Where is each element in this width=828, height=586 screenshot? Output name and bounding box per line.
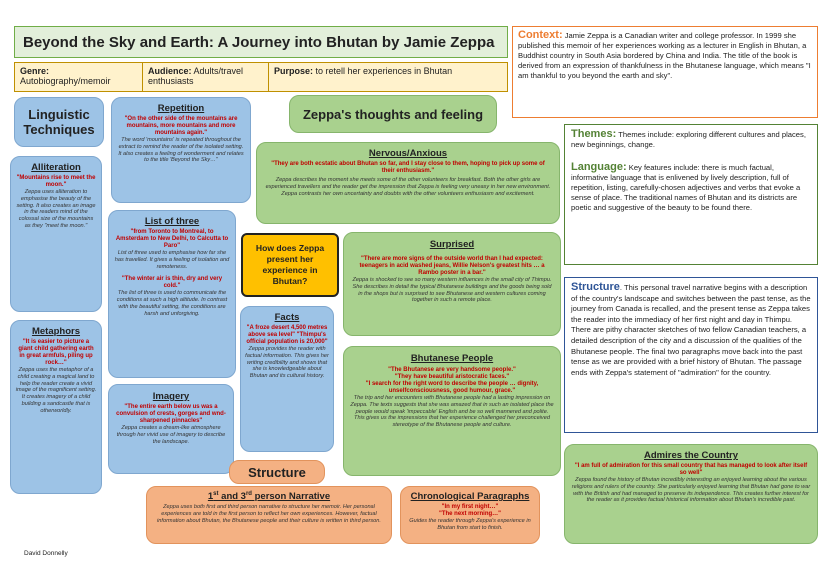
narrative-sup-a: st xyxy=(213,491,219,497)
narrative-title-b: and 3 xyxy=(218,491,246,503)
admires-quote: "I am full of admiration for this small country that has managed to look after itself so well" xyxy=(574,463,808,476)
alliteration-title: Alliteration xyxy=(31,162,81,173)
admires-title: Admires the Country xyxy=(644,450,738,461)
question-box xyxy=(241,233,339,297)
audience-cell xyxy=(143,63,269,91)
repetition-title: Repetition xyxy=(157,103,205,114)
chrono-title: Chronological Paragraphs xyxy=(410,491,530,502)
metaphors-box xyxy=(10,320,102,494)
alliteration-quote: "Mountains rise to meet the moon." xyxy=(16,175,96,188)
author-name: David Donnelly xyxy=(24,550,68,557)
narrative-title-c: person Narrative xyxy=(251,491,331,503)
facts-quote: "A froze desert 4,500 metres above sea level" "Thimpu's official population is 20,000" xyxy=(246,325,328,345)
chrono-quote-1: "In my first night…" xyxy=(441,504,499,510)
bhutanese-quote-2: "They have beautiful aristocratic faces." xyxy=(394,374,510,380)
surprised-explanation: Zeppa is shocked to see so many western influences in the small city of Thimpu. She describes in detail the typical Bhutanese buildings and the goods being sold in the shops but is surprised to see Bhutanese and western cultures coming together in such a remote place. xyxy=(352,277,552,304)
structure-label: Structure xyxy=(571,281,620,293)
themes-block xyxy=(571,129,811,150)
imagery-title: Imagery xyxy=(152,391,190,402)
list-of-three-title: List of three xyxy=(144,216,200,227)
context-text: Jamie Zeppa is a Canadian writer and college professor. In 1999 she published this memoir of her experiences working as a lecturer in English in Bhutan, a Buddhist country in South Asia bordered by China and India. The title of the book is derived from an expression of thankfulness in the Bhutanese language, which means "I am thankful to you beyond the earth and sky". xyxy=(518,31,811,80)
surprised-title: Surprised xyxy=(429,239,475,250)
metaphors-title: Metaphors xyxy=(31,326,81,337)
structure-heading-text: Structure xyxy=(248,464,306,480)
facts-box xyxy=(240,306,334,452)
admires-explanation: Zeppa found the history of Bhutan incredibly interesting an enjoyed learning about the various religions and rulers of the country. She particularly enjoyed learning that Bhutan had gone to war with the British and had managed to preserve its independence. This creates further interest for the reader as it provides factual historical information about Bhutan's incredible past. xyxy=(571,477,811,504)
chrono-explanation: Guides the reader through Zeppa's experience in Bhutan from start to finish. xyxy=(409,518,531,531)
nervous-box xyxy=(256,142,560,224)
audience-label: Audience: xyxy=(148,66,192,76)
bhutanese-people-title: Bhutanese People xyxy=(410,353,494,364)
alliteration-explanation: Zeppa uses alliteration to emphasise the beauty of the setting. It also creates an image in the readers mind of the colossal size of the mountains as they "meet the moon." xyxy=(16,189,96,229)
narrative-title xyxy=(155,491,383,502)
facts-explanation: Zeppa provides the reader with factual information. This gives her writing credibility and shows that she is knowledgeable about Bhutan and its cultural history. xyxy=(245,346,329,380)
genre-value: Autobiography/memoir xyxy=(20,76,111,86)
language-text: Key features include: there is much factual, informative language that is enlivened by lively description, full of repetition, listing, carefully-chosen adjectives and verbs that evoke a sense of place. The traditional names of Bhutan and its districts are poetic and suggestive of the beauty to be found there. xyxy=(571,163,801,212)
themes-label: Themes: xyxy=(571,128,617,140)
list-of-three-explanation-1: List of three used to emphasise how far she has travelled. It gives a feeling of isolation and remoteness. xyxy=(114,250,230,270)
purpose-label: Purpose: xyxy=(274,66,314,76)
metaphors-explanation: Zeppa uses the metaphor of a child creating a magical land to help the reader create a vivid image of the magnificent setting. It creates imagery of a child building a sandcastle that is otherworldly. xyxy=(15,367,97,414)
chrono-quote-2: "The next morning…" xyxy=(438,511,502,517)
imagery-quote: "The entire earth below us was a convulsion of crests, gorges and wnd-sharpened pinnacles" xyxy=(116,404,226,424)
nervous-title: Nervous/Anxious xyxy=(368,148,448,159)
language-label: Language: xyxy=(571,161,627,173)
alliteration-box xyxy=(10,156,102,312)
author-credit xyxy=(24,550,144,562)
list-of-three-explanation-2: The list of three is used to communicate the conditions at such a high altitude. In contrast with the beautiful setting, the conditions are harsh and unforgiving. xyxy=(116,290,228,317)
genre-label: Genre: xyxy=(20,66,50,76)
narrative-sup-b: rd xyxy=(245,491,252,497)
question-text: How does Zeppa present her experience in Bhutan? xyxy=(255,243,325,286)
imagery-explanation: Zeppa creates a dream-like atmosphere through her vivid use of imagery to describe the landscape. xyxy=(116,425,226,445)
surprised-box xyxy=(343,232,561,336)
structure-heading xyxy=(229,460,325,484)
repetition-box xyxy=(111,97,251,203)
narrative-box xyxy=(146,486,392,544)
title-box xyxy=(14,26,508,58)
imagery-box xyxy=(108,384,234,474)
audience-value: Adults/travel enthusiasts xyxy=(148,66,244,86)
page-title: Beyond the Sky and Earth: A Journey into Bhutan by Jamie Zeppa xyxy=(23,33,495,51)
purpose-cell xyxy=(269,63,507,91)
context-box xyxy=(512,26,818,118)
structure-text-box xyxy=(564,277,818,433)
zeppa-heading-text: Zeppa's thoughts and feeling xyxy=(302,106,484,122)
bhutanese-people-box xyxy=(343,346,561,476)
narrative-title-a: 1 xyxy=(207,491,214,503)
language-block xyxy=(571,162,811,213)
metaphors-quote: "It is easier to picture a giant child gathering earth in great armfuls, piling up rock…" xyxy=(18,339,94,366)
bhutanese-quote-1: "The Bhutanese are very handsome people." xyxy=(388,367,516,373)
zeppa-heading xyxy=(289,95,497,133)
repetition-quote: "On the other side of the mountains are mountains, more mountains and more mountains again." xyxy=(124,116,238,136)
facts-title: Facts xyxy=(274,312,300,323)
linguistic-heading-text: Linguistic Techniques xyxy=(23,107,95,137)
context-label: Context: xyxy=(518,29,563,41)
admires-box xyxy=(564,444,818,544)
themes-text: Themes include: exploring different cultures and places, new beginnings, change. xyxy=(571,130,806,149)
bhutanese-explanation: The trip and her encounters with Bhutanese people had a lasting impression on Zeppa. The texts suggests that she was amazed that in such an isolated place the people would speak 'impeccable' English and be so well mannered and polite. This gives us the impressions that her experience challenged her preconceived stereotype of the Bhutanese people and culture. xyxy=(350,395,554,429)
list-of-three-box xyxy=(108,210,236,378)
info-bar xyxy=(14,62,508,92)
linguistic-heading xyxy=(14,97,104,147)
themes-language-box xyxy=(564,124,818,265)
list-of-three-quote-1: "from Toronto to Montreal, to Amsterdam to New Delhi, to Calcutta to Paro" xyxy=(115,229,229,249)
genre-cell xyxy=(15,63,143,91)
surprised-quote: "There are more signs of the outside world than I had expected: teenagers in acid washed jeans, Willie Nelson's greatest hits … a Rambo poster in a bar." xyxy=(359,256,545,276)
structure-description: . This personal travel narrative begins with a description of the country's landscape and switches between the past tense, as the journey from Canada is recalled, and the present tense as Zeppa takes the reader into the immediacy of her first night and day in Thimpu. There are pithy character sketches of two fellow Canadian teachers, a detailed description of the city and a discussion of the qualities of the Bhutanese people. The final two paragraphs move back into the past tense as we are provided with a brief history of Bhutan. The passage ends with Zeppa's statement of "admiration" for the country. xyxy=(571,283,811,377)
chrono-box xyxy=(400,486,540,544)
repetition-explanation: The word 'mountains' is repeated throughout the extract to remind the reader of the isolated setting. It also creates a feeling of wonderment and relates to the title 'Beyond the Sky…" xyxy=(118,137,244,164)
list-of-three-quote-2: "The winter air is thin, dry and very cold." xyxy=(121,276,223,290)
purpose-value: to retell her experiences in Bhutan xyxy=(315,66,453,76)
bhutanese-quote-3: "I search for the right word to describe the people … dignity, unselfconsciousness, good humour, grace." xyxy=(365,381,539,394)
nervous-quote: "They are both ecstatic about Bhutan so far, and I stay close to them, hoping to pick up some of their enthusiasm." xyxy=(271,161,545,174)
narrative-explanation: Zeppa uses both first and third person narrative to structure her memoir. Her personal experiences are told in the first person to reflect her own experiences. However, factual information about Bhutan, the Bhutanese people and their culture is written in third person. xyxy=(157,504,381,524)
nervous-explanation: Zeppa describes the moment she meets some of the other volunteers for breakfast. Both the other girls are experienced travellers and the reader get the impression that Zeppa is feeling very uneasy in her new environment. Zeppa contrasts her own uncertainty and doubts with the other volunteers enthusiasm and excitement. xyxy=(265,177,551,197)
